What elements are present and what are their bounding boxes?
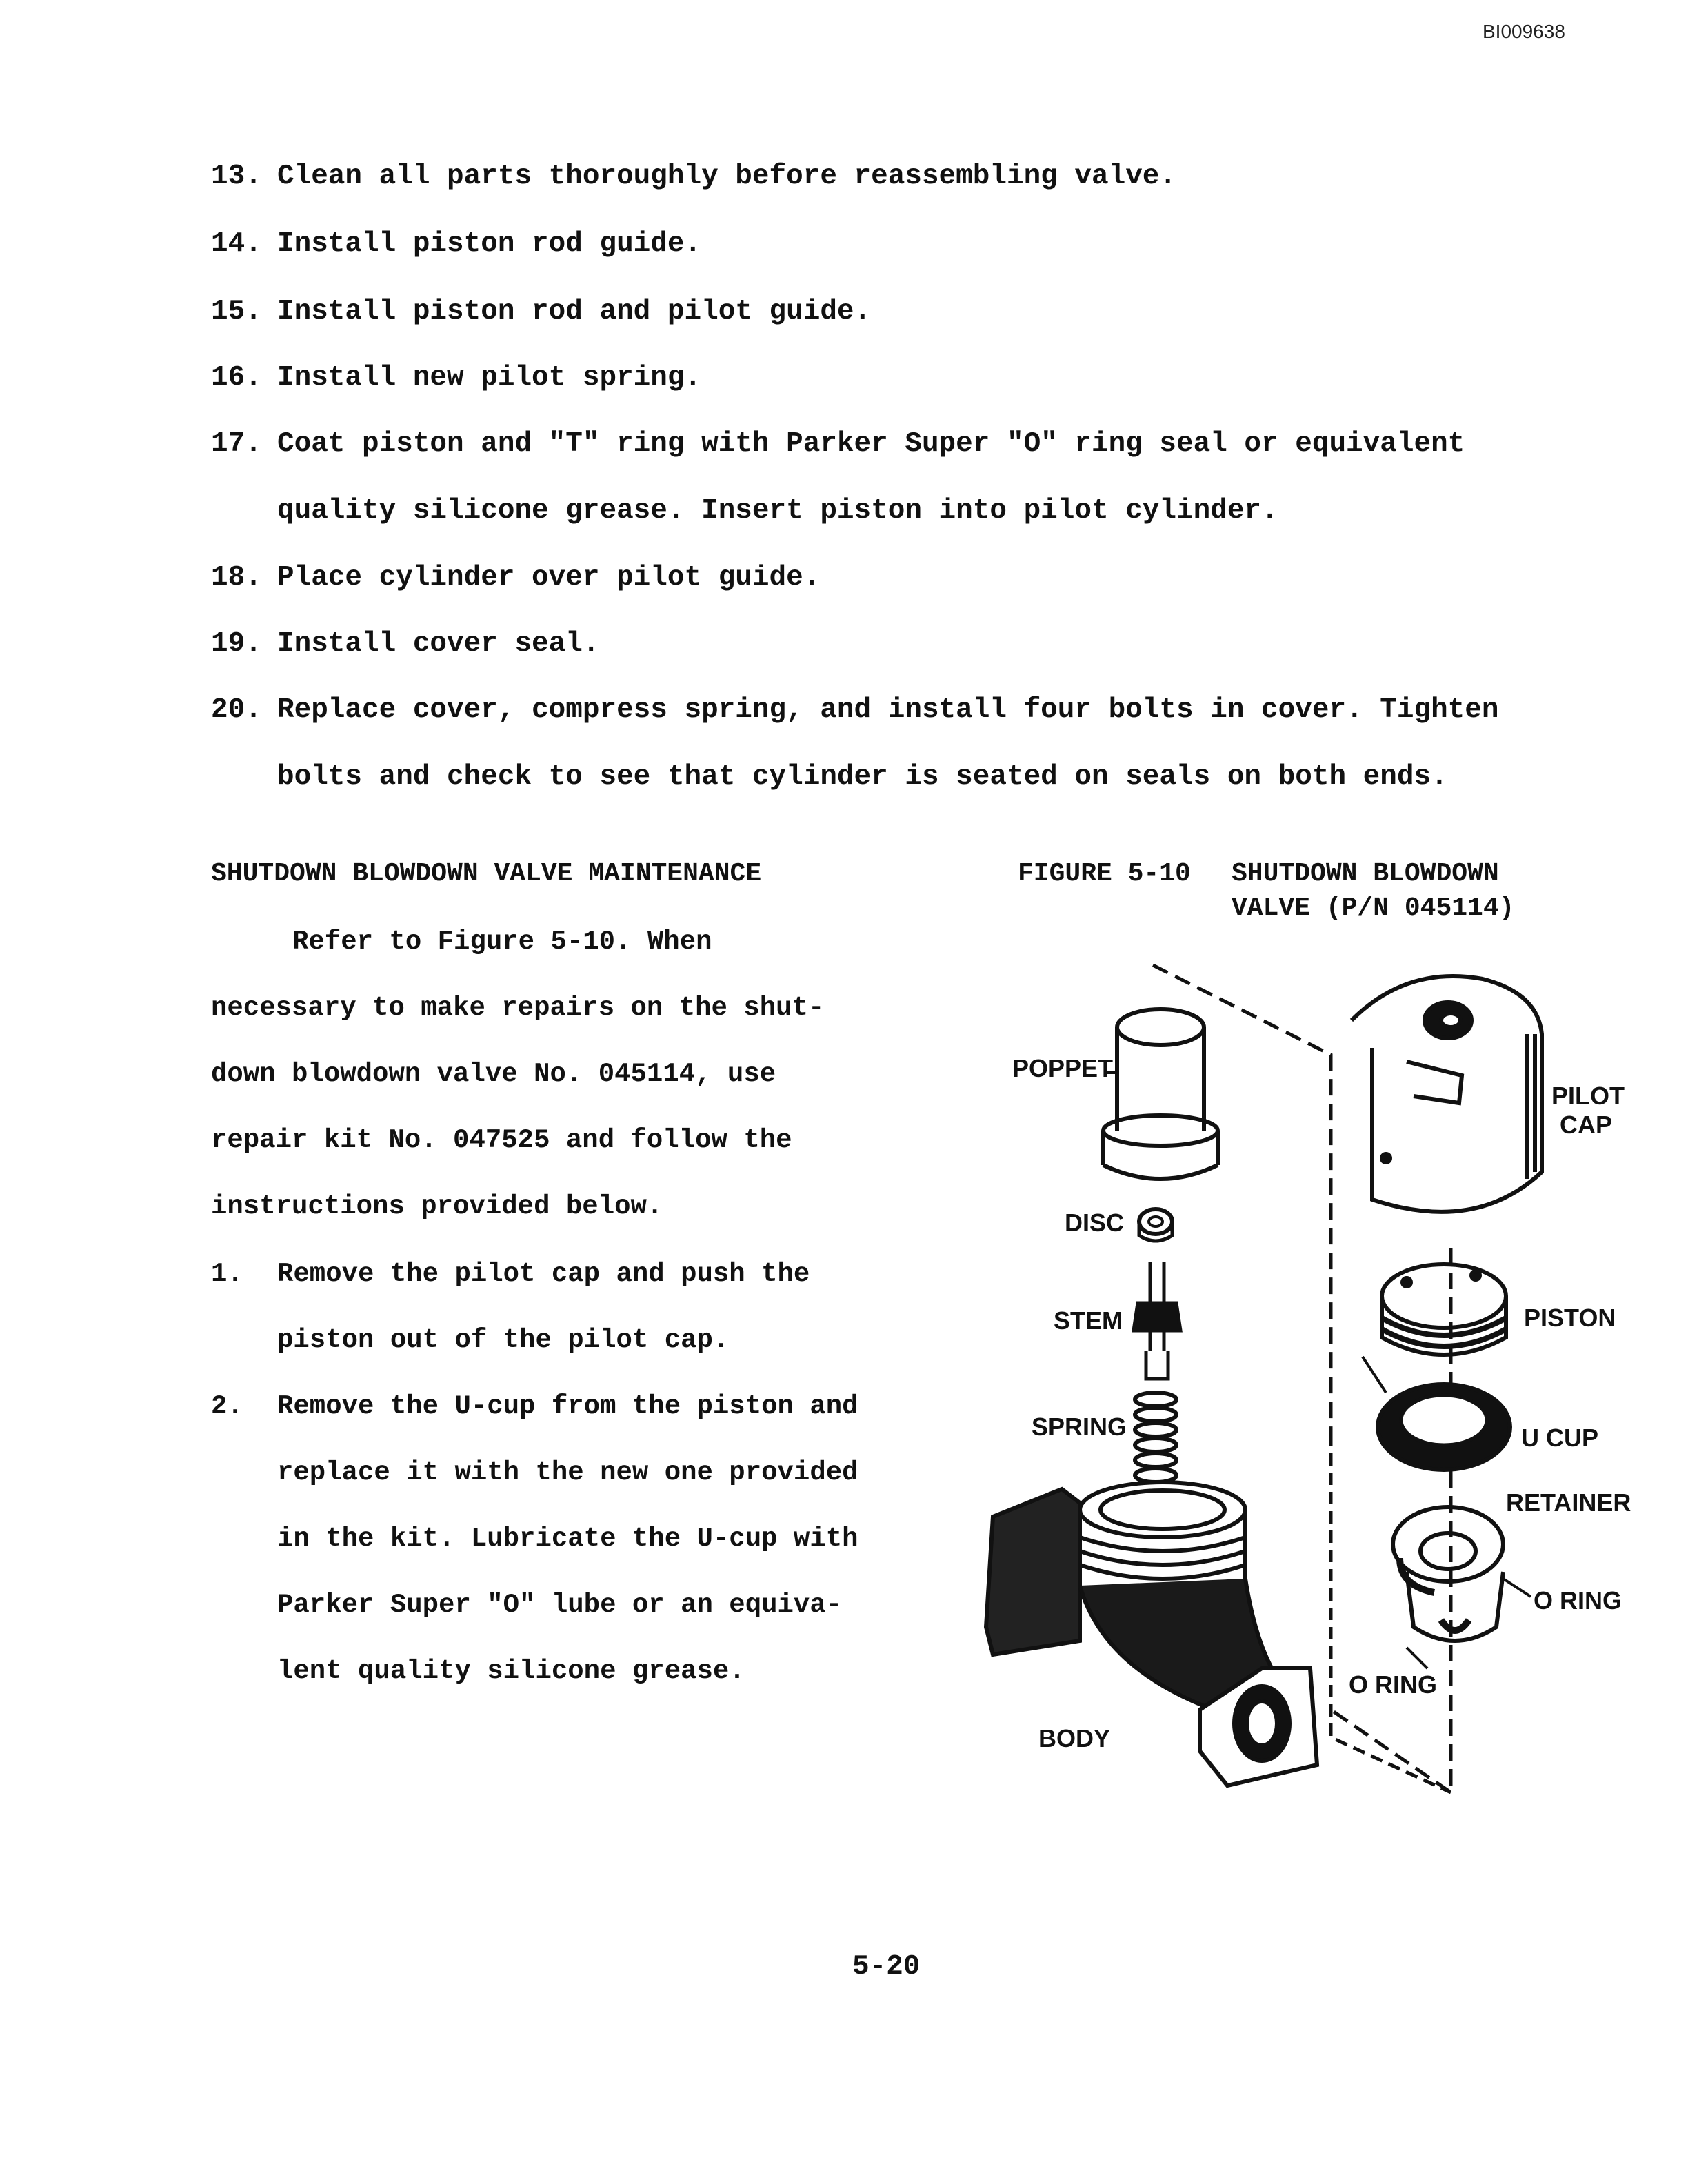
intro-line-3: down blowdown valve No. 045114, use <box>211 1059 776 1089</box>
step-text: Install piston rod and pilot guide. <box>277 296 872 327</box>
figure-caption-line2: VALVE (P/N 045114) <box>1232 893 1515 923</box>
step-number: 18. <box>211 562 262 594</box>
step-text: Clean all parts thoroughly before reassembling valve. <box>277 161 1177 192</box>
label-pilot: PILOT <box>1551 1082 1625 1110</box>
retainer-part <box>1393 1507 1503 1641</box>
label-piston: PISTON <box>1524 1304 1616 1332</box>
step-number: 16. <box>211 362 262 394</box>
label-o-ring-bottom: O RING <box>1349 1670 1438 1699</box>
stem-part <box>1134 1262 1180 1379</box>
repair-step-line: piston out of the pilot cap. <box>277 1325 730 1355</box>
intro-line-2: necessary to make repairs on the shut- <box>211 993 825 1023</box>
step-number: 13. <box>211 161 262 192</box>
poppet-part <box>1103 1009 1218 1179</box>
intro-line-5: instructions provided below. <box>211 1191 663 1222</box>
guide-line-poppet-to-cap <box>1153 965 1331 1434</box>
step-text: Coat piston and "T" ring with Parker Super "O" ring seal or equivalent <box>277 428 1465 460</box>
label-stem: STEM <box>1054 1306 1123 1335</box>
repair-step-number: 1. <box>211 1259 243 1289</box>
disc-part <box>1139 1209 1172 1241</box>
label-poppet: POPPET <box>1012 1054 1114 1082</box>
step-text: Install new pilot spring. <box>277 362 702 394</box>
section-title: SHUTDOWN BLOWDOWN VALVE MAINTENANCE <box>211 859 762 889</box>
document-id: BI009638 <box>1483 21 1565 42</box>
label-o-ring-right: O RING <box>1534 1586 1622 1615</box>
pilot-cap-part <box>1352 976 1542 1212</box>
step-text: Place cylinder over pilot guide. <box>277 562 821 594</box>
step-number: 20. <box>211 694 262 726</box>
label-cap: CAP <box>1560 1111 1613 1139</box>
repair-step-line: Parker Super "O" lube or an equiva- <box>277 1590 843 1620</box>
step-number: 17. <box>211 428 262 460</box>
figure-caption-label: FIGURE 5-10 <box>1018 859 1191 889</box>
repair-step-line: lent quality silicone grease. <box>277 1656 745 1686</box>
figure-caption-line1: SHUTDOWN BLOWDOWN <box>1232 859 1499 889</box>
u-cup-part <box>1378 1384 1510 1470</box>
leader-o-ring-bottom <box>1407 1648 1427 1668</box>
repair-step-line: replace it with the new one provided <box>277 1457 858 1488</box>
repair-step-line: Remove the U-cup from the piston and <box>277 1391 858 1422</box>
label-retainer: RETAINER <box>1506 1488 1631 1517</box>
valve-body-part <box>986 1482 1317 1786</box>
repair-step-line: in the kit. Lubricate the U-cup with <box>277 1524 858 1554</box>
guide-line-bottom <box>1331 1434 1451 1792</box>
piston-part <box>1382 1264 1506 1355</box>
leader-o-ring-right <box>1503 1579 1531 1597</box>
label-body: BODY <box>1038 1724 1111 1752</box>
step-20-continuation: bolts and check to see that cylinder is seated on seals on both ends. <box>277 761 1448 793</box>
step-17-continuation: quality silicone grease. Insert piston into pilot cylinder. <box>277 495 1278 527</box>
guide-line-right-column <box>1331 1248 1451 1792</box>
label-u-cup: U CUP <box>1521 1424 1599 1452</box>
leader-piston <box>1363 1357 1386 1393</box>
step-number: 14. <box>211 228 262 260</box>
spring-part <box>1135 1393 1176 1482</box>
label-spring: SPRING <box>1032 1413 1127 1441</box>
step-text: Install piston rod guide. <box>277 228 702 260</box>
step-text: Replace cover, compress spring, and install four bolts in cover. Tighten <box>277 694 1499 726</box>
intro-line-4: repair kit No. 047525 and follow the <box>211 1125 792 1155</box>
intro-line-1: Refer to Figure 5-10. When <box>292 927 712 957</box>
page-number: 5-20 <box>852 1951 921 1983</box>
step-text: Install cover seal. <box>277 628 600 660</box>
repair-step-line: Remove the pilot cap and push the <box>277 1259 810 1289</box>
step-number: 15. <box>211 296 262 327</box>
label-disc: DISC <box>1065 1209 1125 1237</box>
step-number: 19. <box>211 628 262 660</box>
repair-step-number: 2. <box>211 1391 243 1422</box>
